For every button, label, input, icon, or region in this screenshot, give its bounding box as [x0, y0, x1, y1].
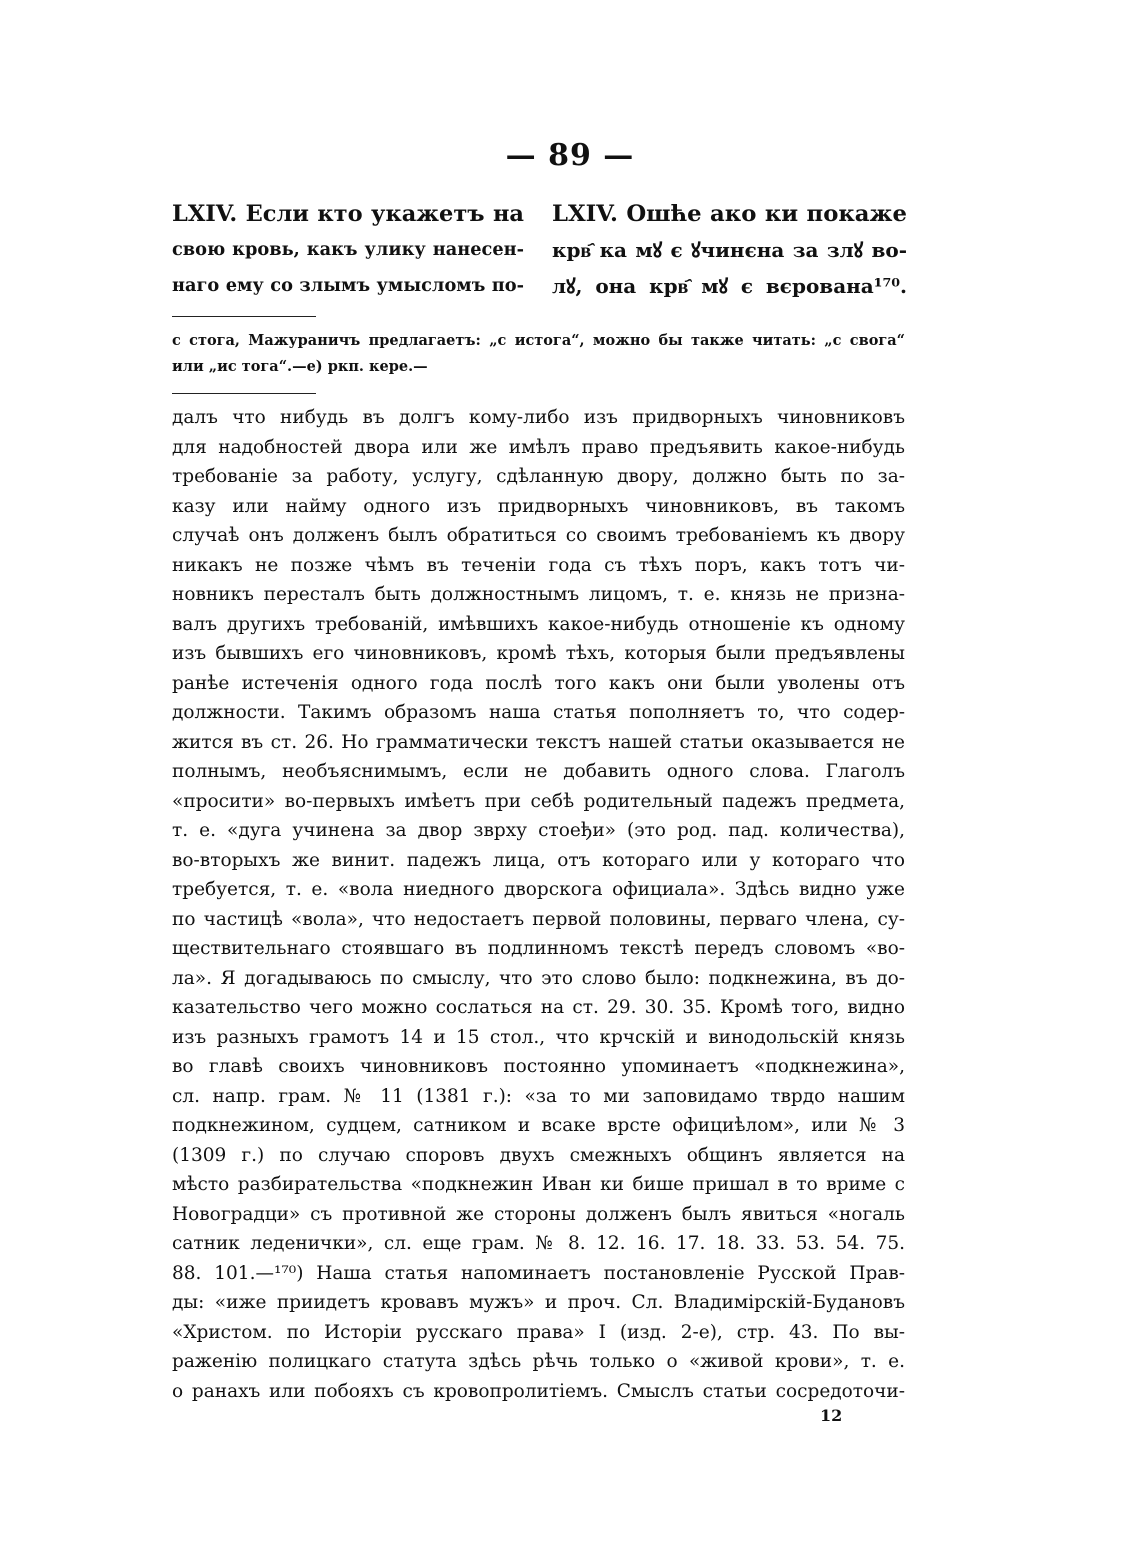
body-line: требуется, т. е. «вола ниедного дворскога официала». Здѣсь видно уже	[172, 879, 905, 900]
footnote-divider	[172, 316, 316, 317]
footnote-line: или „ис тога“.—е) ркп. кере.—	[172, 358, 428, 375]
body-line: полнымъ, необъяснимымъ, если не добавить одного слова. Глаголъ	[172, 761, 905, 782]
body-line: казательство чего можно сослаться на ст. 29. 30. 35. Кромѣ того, видно	[172, 997, 905, 1018]
text-line: LXIV. Если кто укажетъ на	[172, 201, 524, 227]
body-line: «Христом. по Исторіи русскаго права» I (изд. 2-е), стр. 43. По вы-	[172, 1321, 905, 1343]
text-line: LXIV. Ошће ако ки покаже	[552, 201, 907, 227]
body-line: о ранахъ или побояхъ съ кровопролитіемъ. Смыслъ статьи сосредоточи-	[172, 1380, 905, 1402]
body-line: по частицѣ «вола», что недостаетъ первой половины, перваго члена, су-	[172, 908, 905, 930]
body-line: ды: «иже приидетъ кровавъ мужъ» и проч. Сл. Владимірскій-Будановъ	[172, 1292, 905, 1313]
body-line: сатник леденички», сл. еще грам. № 8. 12. 16. 17. 18. 33. 53. 54. 75.	[172, 1233, 905, 1254]
body-line: т. е. «дуга учинена за двор зврху стоеђи» (это род. пад. количества),	[172, 820, 905, 841]
body-line: далъ что нибудь въ долгъ кому-либо изъ придворныхъ чиновниковъ	[172, 407, 905, 428]
body-line: (1309 г.) по случаю споровъ двухъ смежныхъ общинъ является на	[172, 1144, 905, 1166]
body-line: 88. 101.—¹⁷⁰) Наша статья напоминаетъ постановленіе Русской Прав-	[172, 1262, 905, 1284]
body-line: случаѣ онъ долженъ былъ обратиться со своимъ требованіемъ къ двору	[172, 525, 905, 546]
body-line: для надобностей двора или же имѣлъ право предъявить какое-нибудь	[172, 436, 905, 458]
printer-signature-mark: 12	[820, 1406, 843, 1425]
body-line: изъ разныхъ грамотъ 14 и 15 стол., что крчскій и винодольскій князь	[172, 1026, 905, 1048]
body-line: «просити» во-первыхъ имѣетъ при себѣ родительный падежъ предмета,	[172, 790, 905, 812]
body-line: Новоградци» съ противной же стороны долженъ былъ явиться «ногаль	[172, 1203, 905, 1225]
body-line: во главѣ своихъ чиновниковъ постоянно упоминаетъ «подкнежина»,	[172, 1056, 905, 1077]
section-divider	[172, 393, 316, 394]
body-line: никакъ не позже чѣмъ въ теченіи года съ тѣхъ поръ, какъ тотъ чи-	[172, 554, 905, 576]
body-line: мѣсто разбирательства «подкнежин Иван ки бише пришал в то вриме с	[172, 1174, 905, 1195]
body-line: подкнежином, судцем, сатником и всаке врсте официѣлом», или № 3	[172, 1115, 905, 1136]
footnote-line: с стога, Мажураничъ предлагаетъ: „с истога“, можно бы также читать: „с свога“	[172, 332, 905, 349]
body-line: ранѣе истеченія одного года послѣ того какъ они были уволены отъ	[172, 672, 905, 694]
body-line: ла». Я догадываюсь по смыслу, что это слово было: подкнежина, въ до-	[172, 967, 905, 989]
body-line: ществительнаго стоявшаго въ подлинномъ текстѣ передъ словомъ «во-	[172, 938, 905, 959]
article-russian-column	[172, 196, 524, 304]
text-line: лꙋ, она крв҄ мꙋ є вєрована¹⁷⁰.	[552, 274, 907, 298]
body-line: валъ другихъ требованій, имѣвшихъ какое-нибудь отношеніе къ одному	[172, 613, 905, 635]
body-line: должности. Такимъ образомъ наша статья пополняетъ то, что содер-	[172, 702, 905, 723]
text-line: свою кровь, какъ улику нанесен-	[172, 239, 524, 260]
body-line: жится въ ст. 26. Но грамматически текстъ нашей статьи оказывается не	[172, 731, 905, 753]
body-text	[172, 403, 905, 1406]
page-number: — 89 —	[505, 138, 635, 173]
body-line: раженію полицкаго статута здѣсь рѣчь только о «живой крови», т. е.	[172, 1351, 905, 1372]
body-line: казу или найму одного изъ придворныхъ чиновниковъ, въ такомъ	[172, 495, 905, 517]
footnote	[172, 328, 905, 380]
body-line: новникъ пересталъ быть должностнымъ лицомъ, т. е. князь не призна-	[172, 584, 905, 605]
text-line: наго ему со злымъ умысломъ по-	[172, 275, 524, 296]
body-line: изъ бывшихъ его чиновниковъ, кромѣ тѣхъ, которыя были предъявлены	[172, 643, 905, 664]
body-line: во-вторыхъ же винит. падежъ лица, отъ котораго или у котораго что	[172, 849, 905, 871]
body-line: сл. напр. грам. № 11 (1381 г.): «за то ми заповидамо тврдо нашим	[172, 1085, 905, 1107]
text-line: крв҄ ка мꙋ є ꙋчинєна за злꙋ во-	[552, 238, 907, 262]
body-line: требованіе за работу, услугу, сдѣланную двору, должно быть по за-	[172, 466, 905, 487]
article-original-column	[552, 196, 907, 304]
